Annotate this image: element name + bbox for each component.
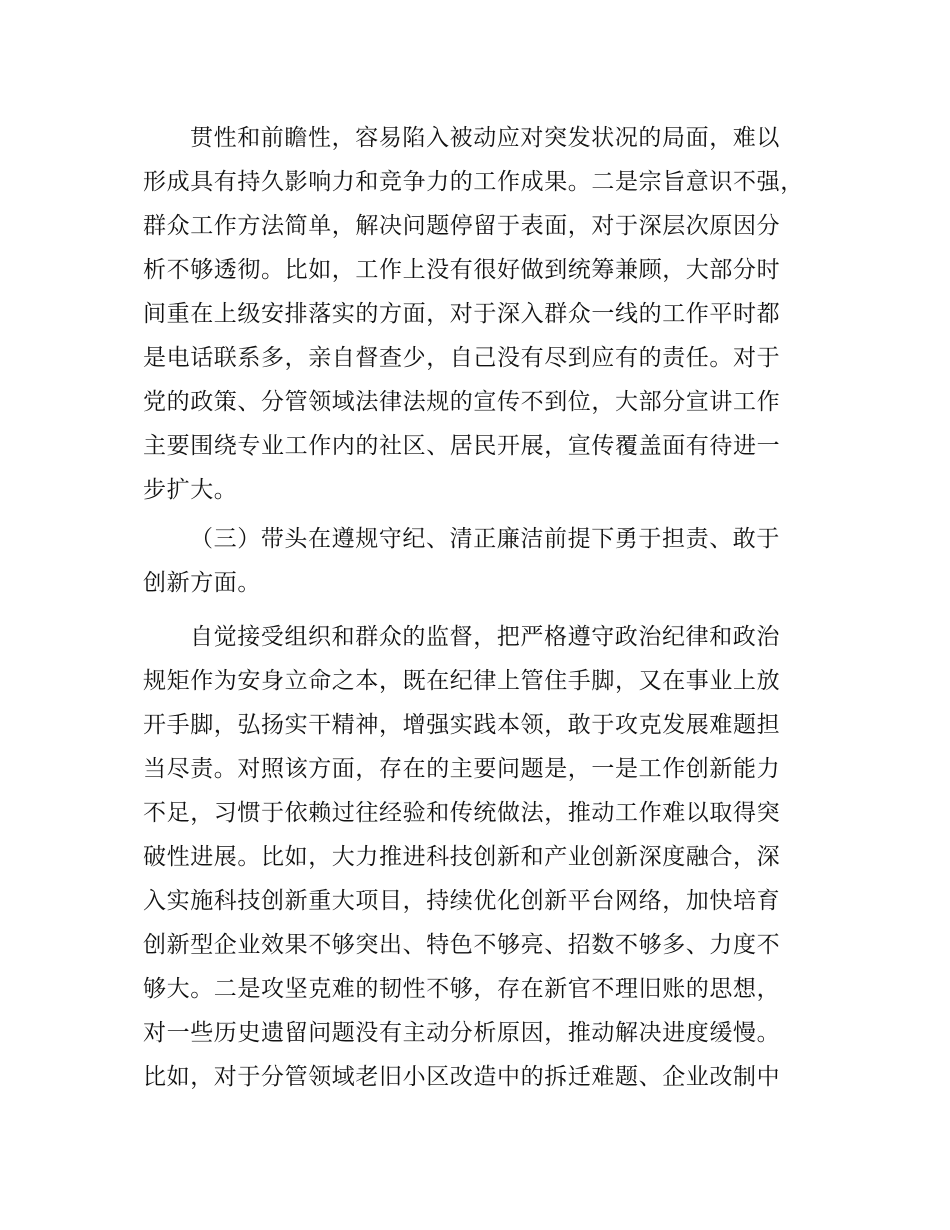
text-line: 步扩大。 (143, 477, 238, 503)
text-line: 破性进展。比如，大力推进科技创新和产业创新深度融合，深 (143, 844, 781, 870)
text-line: 贯性和前瞻性，容易陷入被动应对突发状况的局面，难以 (190, 125, 780, 151)
text-line: 间重在上级安排落实的方面，对于深入群众一线的工作平时都 (143, 301, 781, 327)
text-line: 不足，习惯于依赖过往经验和传统做法，推动工作难以取得突 (143, 800, 781, 826)
text-line: 创新型企业效果不够突出、特色不够亮、招数不够多、力度不 (143, 932, 781, 958)
text-line: 够大。二是攻坚克难的韧性不够，存在新官不理旧账的思想， (143, 976, 781, 1002)
text-line: 是电话联系多，亲自督查少，自己没有尽到应有的责任。对于 (143, 345, 781, 371)
text-line: 当尽责。对照该方面，存在的主要问题是，一是工作创新能力 (143, 756, 781, 782)
text-line: 主要围绕专业工作内的社区、居民开展，宣传覆盖面有待进一 (143, 433, 781, 459)
section-heading: 创新方面。 (143, 570, 261, 596)
text-line: 党的政策、分管领域法律法规的宣传不到位，大部分宣讲工作 (143, 389, 781, 415)
text-line: 入实施科技创新重大项目，持续优化创新平台网络，加快培育 (143, 888, 781, 914)
text-line: 群众工作方法简单，解决问题停留于表面，对于深层次原因分 (143, 213, 781, 239)
text-line: 析不够透彻。比如，工作上没有很好做到统筹兼顾，大部分时 (143, 257, 781, 283)
text-line: 对一些历史遗留问题没有主动分析原因，推动解决进度缓慢。 (143, 1020, 781, 1046)
text-line: 规矩作为安身立命之本，既在纪律上管住手脚，又在事业上放 (143, 668, 781, 694)
text-line: 比如，对于分管领域老旧小区改造中的拆迁难题、企业改制中 (143, 1064, 781, 1090)
text-line: 自觉接受组织和群众的监督，把严格遵守政治纪律和政治 (190, 624, 780, 650)
section-heading: （三）带头在遵规守纪、清正廉洁前提下勇于担责、敢于 (190, 526, 780, 552)
text-line: 形成具有持久影响力和竞争力的工作成果。二是宗旨意识不强， (143, 169, 804, 195)
text-line: 开手脚，弘扬实干精神，增强实践本领，敢于攻克发展难题担 (143, 712, 781, 738)
